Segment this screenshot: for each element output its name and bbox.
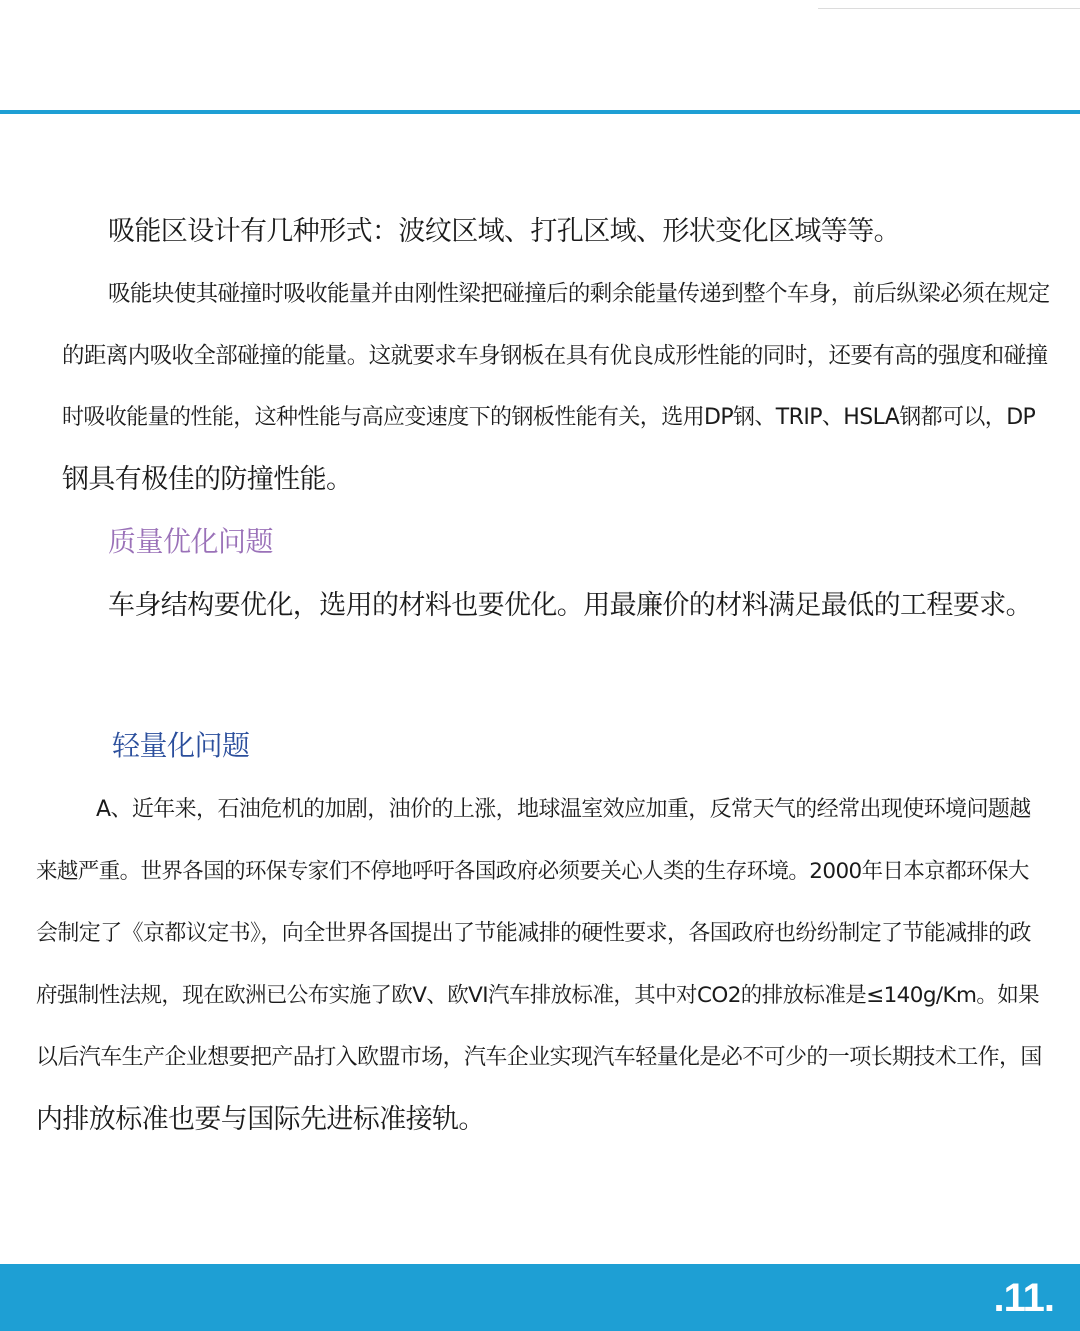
paragraph-line: 车身结构要优化，选用的材料也要优化。用最廉价的材料满足最低的工程要求。 bbox=[108, 590, 1032, 621]
top-divider bbox=[818, 8, 1080, 9]
paragraph-line: 会制定了《京都议定书》，向全世界各国提出了节能减排的硬性要求，各国政府也纷纷制定了节能减排的政 bbox=[36, 921, 1031, 946]
section-heading-quality: 质量优化问题 bbox=[108, 525, 274, 558]
paragraph-line: 的距离内吸收全部碰撞的能量。这就要求车身钢板在具有优良成形性能的同时，还要有高的强度和碰撞 bbox=[62, 343, 1048, 369]
footer-bar bbox=[0, 1264, 1080, 1331]
section-heading-lightweight: 轻量化问题 bbox=[112, 729, 250, 762]
paragraph-line: 来越严重。世界各国的环保专家们不停地呼吁各国政府必须要关心人类的生存环境。2000年日本京都环保大 bbox=[36, 859, 1029, 884]
paragraph-line: 府强制性法规，现在欧洲已公布实施了欧V、欧VI汽车排放标准，其中对CO2的排放标准是≤140g/Km。如果 bbox=[36, 983, 1040, 1008]
page-number: .11. bbox=[993, 1276, 1054, 1320]
paragraph-line: 钢具有极佳的防撞性能。 bbox=[62, 464, 353, 495]
paragraph-line: 时吸收能量的性能，这种性能与高应变速度下的钢板性能有关，选用DP钢、TRIP、HSLA钢都可以，DP bbox=[62, 405, 1036, 430]
paragraph-line: 以后汽车生产企业想要把产品打入欧盟市场，汽车企业实现汽车轻量化是必不可少的一项长期技术工作，国 bbox=[36, 1045, 1042, 1070]
header-rule bbox=[0, 110, 1080, 114]
paragraph-line: A、近年来，石油危机的加剧，油价的上涨，地球温室效应加重，反常天气的经常出现使环境问题越 bbox=[96, 797, 1031, 822]
paragraph-line: 内排放标准也要与国际先进标准接轨。 bbox=[36, 1104, 485, 1135]
paragraph-line: 吸能区设计有几种形式：波纹区域、打孔区域、形状变化区域等等。 bbox=[108, 216, 900, 247]
paragraph-line: 吸能块使其碰撞时吸收能量并由刚性梁把碰撞后的剩余能量传递到整个车身，前后纵梁必须在规定 bbox=[108, 281, 1050, 307]
